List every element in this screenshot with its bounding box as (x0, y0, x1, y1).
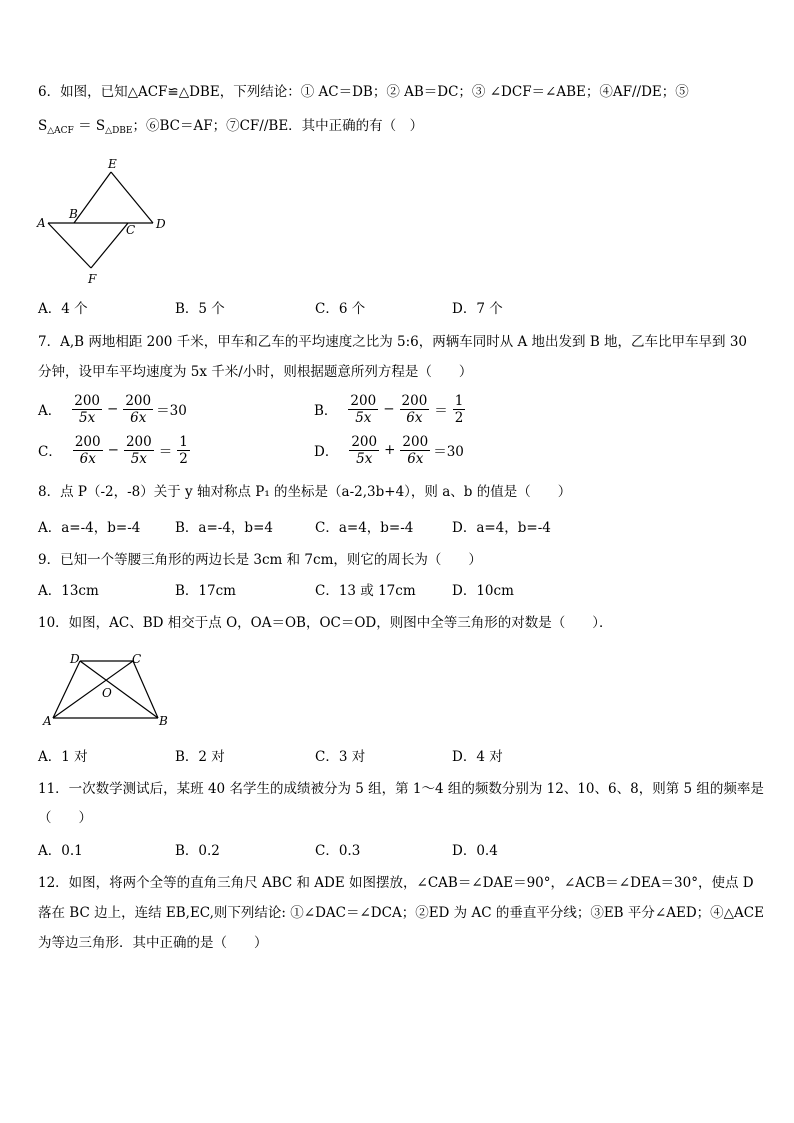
q7-options-row1 (38, 389, 758, 429)
q10-label-b: B (159, 714, 168, 728)
q9-text: 9．已知一个等腰三角形的两边长是 3cm 和 7cm，则它的周长为（ ） (38, 552, 482, 568)
q7-d-frac2: $\frac{200}{6x}$ (402, 433, 429, 467)
q6-text-line1: 6．如图，已知△ACF≌△DBE，下列结论：① AC＝DB；② AB＝DC；③ ∠DCF＝∠ABE；④AF//DE；⑤ (38, 84, 689, 100)
q10-edge-ad (53, 661, 80, 718)
q7-option-d[interactable]: D． $\frac{200}{5x}$ + $\frac{200}{6x}$ ＝30 (314, 433, 464, 467)
q8-option-a[interactable]: A．a=-4，b=-4 (38, 520, 141, 536)
q9-option-c[interactable]: C．13 或 17cm (315, 583, 416, 599)
q10-option-a[interactable]: A．1 对 (38, 749, 88, 765)
q10-options (38, 747, 758, 767)
q6-label-d: D (156, 217, 166, 231)
q7-option-b[interactable]: B． $\frac{200}{5x}$ − $\frac{200}{6x}$ ＝ $\frac{1}{2}$ (314, 392, 464, 426)
q6-edge-af (48, 223, 91, 268)
q11-option-b[interactable]: B．0.2 (175, 843, 220, 859)
q6-option-b[interactable]: B．5 个 (175, 301, 225, 317)
q10-option-d[interactable]: D．4 对 (452, 749, 503, 765)
q12-text-line3: 为等边三角形．其中正确的是（ ） (38, 935, 268, 951)
q7-c-frac2: $\frac{200}{5x}$ (125, 433, 152, 467)
q10-option-b[interactable]: B．2 对 (175, 749, 225, 765)
q9-option-a[interactable]: A．13cm (38, 583, 99, 599)
q8-text: 8．点 P（-2，-8）关于 y 轴对称点 P₁ 的坐标是（a-2,3b+4），则 a、b 的值是（ ） (38, 484, 572, 500)
q7-b-frac2: $\frac{200}{6x}$ (401, 392, 428, 426)
q7-a-frac1: $\frac{200}{5x}$ (74, 392, 101, 426)
q6-edge-fc (91, 223, 128, 268)
q6-label-e: E (108, 157, 117, 171)
q10-text: 10．如图，AC、BD 相交于点 O，OA＝OB，OC＝OD，则图中全等三角形的对数是（ ）． (38, 615, 613, 631)
q10-label-d: D (70, 652, 80, 666)
q8-option-b[interactable]: B．a=-4，b=4 (175, 520, 273, 536)
q9-options (38, 581, 758, 601)
q6-label-b: B (69, 207, 78, 221)
q9-option-d[interactable]: D．10cm (452, 583, 514, 599)
q6-label-c: C (126, 223, 136, 237)
q7-c-frac-rhs: $\frac{1}{2}$ (179, 433, 188, 467)
q8-option-c[interactable]: C．a=4，b=-4 (315, 520, 414, 536)
q7-options-row2 (38, 430, 758, 470)
q11-option-a[interactable]: A．0.1 (38, 843, 83, 859)
q6-figure (34, 155, 174, 290)
q6-area-sub1: △ACF (47, 126, 74, 136)
q7-b-frac1: $\frac{200}{5x}$ (350, 392, 377, 426)
q6-edge-ed (111, 172, 153, 223)
q7-option-c[interactable]: C． $\frac{200}{6x}$ − $\frac{200}{5x}$ ＝ $\frac{1}{2}$ (38, 433, 188, 467)
q6-area-s: S (38, 118, 48, 134)
q10-edge-bd (80, 661, 158, 718)
q8-options (38, 518, 758, 538)
q11-text-line2: （ ） (38, 810, 92, 826)
q6-area-eq: ＝ S (73, 118, 106, 134)
q7-b-frac-rhs: $\frac{1}{2}$ (454, 392, 464, 426)
q6-text-rest: ；⑥BC＝AF；⑦CF//BE．其中正确的有（ ） (132, 118, 424, 134)
q7-d-frac1: $\frac{200}{5x}$ (351, 433, 378, 467)
q6-area-sub2: △DBE (105, 126, 133, 136)
q10-label-a: A (43, 714, 52, 728)
q6-label-a: A (37, 216, 46, 230)
q11-option-c[interactable]: C．0.3 (315, 843, 361, 859)
q7-a-frac2: $\frac{200}{6x}$ (125, 392, 152, 426)
q7-c-frac1: $\frac{200}{6x}$ (74, 433, 101, 467)
q6-text-line2 (38, 116, 423, 141)
q12-text-line2: 落在 BC 边上，连结 EB,EC,则下列结论: ①∠DAC＝∠DCA；②ED 为 AC 的垂直平分线；③EB 平分∠AED；④△ACE (38, 905, 764, 921)
q7-text-line2: 分钟，设甲车平均速度为 5x 千米/小时，则根据题意所列方程是（ ） (38, 364, 473, 380)
q6-option-c[interactable]: C．6 个 (315, 301, 366, 317)
q11-option-d[interactable]: D．0.4 (452, 843, 498, 859)
q8-option-d[interactable]: D．a=4，b=-4 (452, 520, 551, 536)
q10-option-c[interactable]: C．3 对 (315, 749, 366, 765)
q11-options (38, 841, 758, 861)
q12-text-line1: 12．如图，将两个全等的直角三角尺 ABC 和 ADE 如图摆放，∠CAB＝∠DAE＝90°，∠ACB＝∠DEA＝30°，使点 D (38, 875, 754, 891)
q6-edge-eb (74, 172, 111, 223)
q7-option-a[interactable]: A． $\frac{200}{5x}$ − $\frac{200}{6x}$ ＝30 (38, 392, 187, 426)
q9-option-b[interactable]: B．17cm (175, 583, 236, 599)
q10-edge-ac (53, 661, 133, 718)
q6-label-f: F (88, 272, 97, 286)
q7-text-line1: 7．A,B 两地相距 200 千米，甲车和乙车的平均速度之比为 5:6，两辆车同时从 A 地出发到 B 地，乙车比甲车早到 30 (38, 334, 748, 350)
q6-options (38, 299, 758, 319)
q10-figure (36, 648, 172, 730)
q6-option-a[interactable]: A．4 个 (38, 301, 88, 317)
q10-label-c: C (132, 652, 142, 666)
q6-option-d[interactable]: D．7 个 (452, 301, 503, 317)
q11-text-line1: 11．一次数学测试后，某班 40 名学生的成绩被分为 5 组，第 1～4 组的频数分别为 12、10、6、8，则第 5 组的频率是 (38, 781, 764, 797)
q10-label-o: O (102, 686, 112, 700)
